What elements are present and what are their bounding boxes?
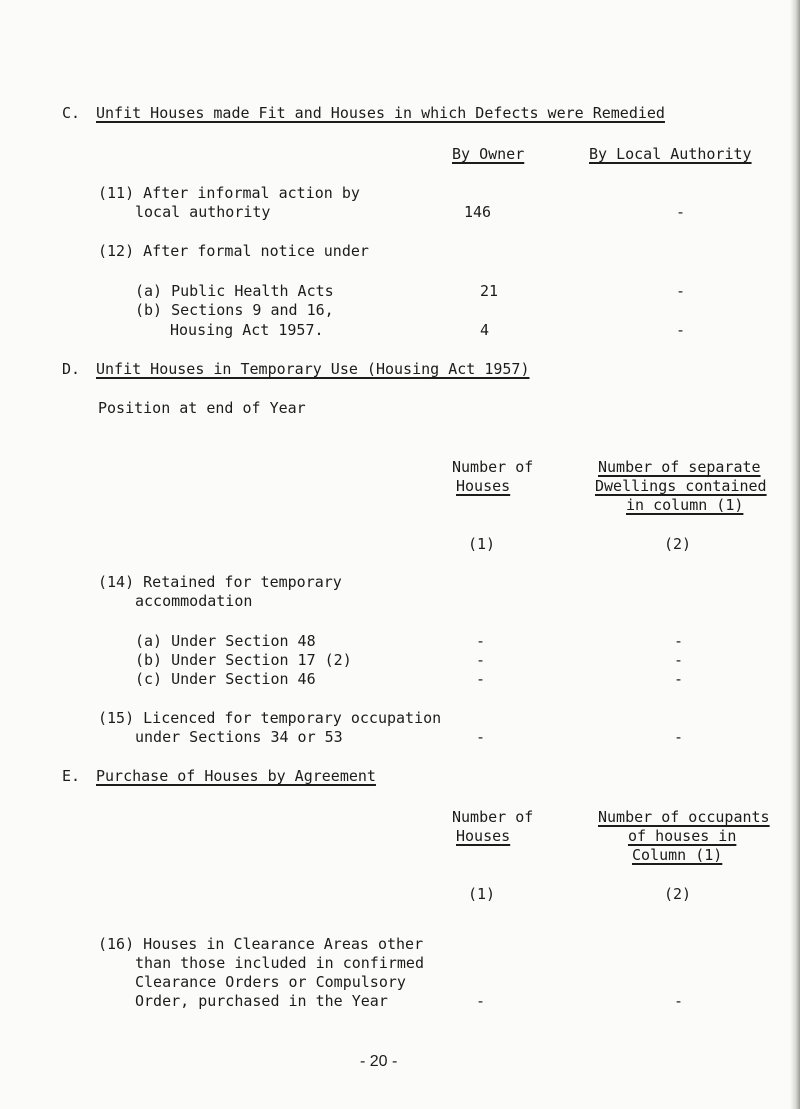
item-16-line2: than those included in confirmed <box>135 954 424 972</box>
item-a-la-value: - <box>676 282 686 300</box>
item-16-line1: (16) Houses in Clearance Areas other <box>98 935 424 953</box>
item-b-owner-value: 4 <box>480 321 490 339</box>
e-col1-header-line2: Houses <box>456 827 511 845</box>
d-row-a-col2: - <box>674 632 684 650</box>
d-col1-number: (1) <box>468 535 496 553</box>
d-col1-header-line1: Number of <box>452 458 534 476</box>
page-edge-shadow <box>790 0 800 1109</box>
section-d-subtitle: Position at end of Year <box>98 399 306 417</box>
section-c-title: Unfit Houses made Fit and Houses in which Defects were Remedied <box>96 104 665 122</box>
d-row-b-col1: - <box>476 651 486 669</box>
e-col1-number: (1) <box>468 885 496 903</box>
item-16-line3: Clearance Orders or Compulsory <box>135 973 406 991</box>
item-b-line1: (b) Sections 9 and 16, <box>135 301 334 319</box>
e-col1-header-line1: Number of <box>452 808 534 826</box>
d-row-a-label: (a) Under Section 48 <box>135 632 316 650</box>
item-15-col2: - <box>674 728 684 746</box>
d-col2-header-line3: in column (1) <box>626 496 744 514</box>
d-col2-header-line2: Dwellings contained <box>595 477 767 495</box>
col-by-owner-header: By Owner <box>452 145 525 163</box>
d-col2-number: (2) <box>664 535 692 553</box>
item-15-line2: under Sections 34 or 53 <box>135 728 343 746</box>
d-row-c-col1: - <box>476 670 486 688</box>
d-row-c-label: (c) Under Section 46 <box>135 670 316 688</box>
e-col2-header-line3: Column (1) <box>632 846 723 864</box>
page-number: - 20 - <box>360 1053 398 1070</box>
item-12-line1: (12) After formal notice under <box>98 242 369 260</box>
d-col2-header-line1: Number of separate <box>598 458 761 476</box>
item-a-label: (a) Public Health Acts <box>135 282 334 300</box>
d-row-b-label: (b) Under Section 17 (2) <box>135 651 352 669</box>
section-d-letter: D. <box>62 360 81 378</box>
d-row-b-col2: - <box>674 651 684 669</box>
section-e-letter: E. <box>62 767 81 785</box>
item-14-line1: (14) Retained for temporary <box>98 573 342 591</box>
item-16-col2: - <box>674 992 684 1010</box>
e-col2-header-line1: Number of occupants <box>598 808 770 826</box>
d-row-a-col1: - <box>476 632 486 650</box>
e-col2-number: (2) <box>664 885 692 903</box>
item-11-line1: (11) After informal action by <box>98 184 360 202</box>
item-11-la-value: - <box>676 203 686 221</box>
item-11-line2: local authority <box>135 203 271 221</box>
section-e-title: Purchase of Houses by Agreement <box>96 767 376 785</box>
col-by-local-authority-header: By Local Authority <box>589 145 752 163</box>
section-c-letter: C. <box>62 104 81 122</box>
section-d-title: Unfit Houses in Temporary Use (Housing Act 1957) <box>96 360 530 378</box>
e-col2-header-line2: of houses in <box>628 827 737 845</box>
item-11-owner-value: 146 <box>464 203 492 221</box>
item-15-col1: - <box>476 728 486 746</box>
item-14-line2: accommodation <box>135 592 253 610</box>
d-row-c-col2: - <box>674 670 684 688</box>
item-16-col1: - <box>476 992 486 1010</box>
item-b-la-value: - <box>676 321 686 339</box>
item-15-line1: (15) Licenced for temporary occupation <box>98 709 442 727</box>
d-col1-header-line2: Houses <box>456 477 511 495</box>
item-b-line2: Housing Act 1957. <box>170 321 324 339</box>
item-16-line4: Order, purchased in the Year <box>135 992 388 1010</box>
item-a-owner-value: 21 <box>480 282 499 300</box>
